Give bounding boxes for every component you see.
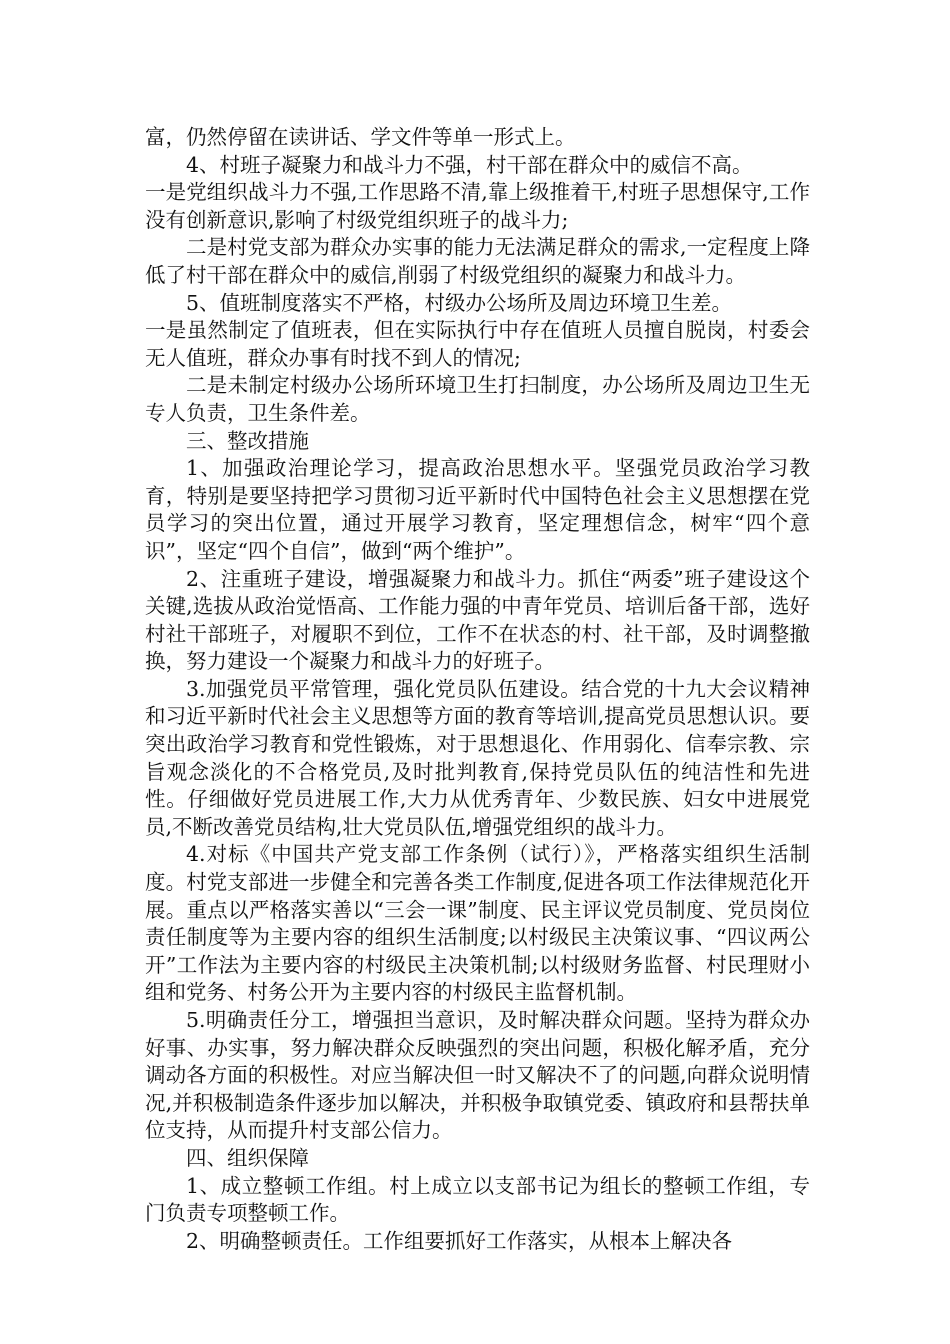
paragraph: 2、注重班子建设，增强凝聚力和战斗力。抓住“两委”班子建设这个关键,选拔从政治觉悟高、工作能力强的中青年党员、培训后备干部，选好村社干部班子，对履职不到位，工作不在状态的村、社干部，及时调整撤换，努力建设一个凝聚力和战斗力的好班子。 [145,566,810,674]
section-heading: 三、整改措施 [186,428,309,453]
paragraph: 富，仍然停留在读讲话、学文件等单一形式上。 [145,125,576,149]
paragraph: 4、村班子凝聚力和战斗力不强，村干部在群众中的威信不高。 [186,152,753,177]
paragraph: 二是村党支部为群众办实事的能力无法满足群众的需求,一定程度上降低了村干部在群众中的威信,削弱了村级党组织的凝聚力和战斗力。 [145,235,810,287]
paragraph: 二是未制定村级办公场所环境卫生打扫制度，办公场所及周边卫生无专人负责，卫生条件差。 [145,373,810,425]
paragraph: 一是虽然制定了值班表，但在实际执行中存在值班人员擅自脱岗，村委会无人值班，群众办事有时找不到人的情况; [145,318,810,370]
paragraph: 一是党组织战斗力不强,工作思路不清,靠上级推着干,村班子思想保守,工作没有创新意识,影响了村级党组织班子的战斗力; [145,180,810,232]
paragraph: 1、成立整顿工作组。村上成立以支部书记为组长的整顿工作组，专门负责专项整顿工作。 [145,1173,810,1226]
paragraph: 5、值班制度落实不严格，村级办公场所及周边环境卫生差。 [186,290,733,315]
paragraph: 3.加强党员平常管理，强化党员队伍建设。结合党的十九大会议精神和习近平新时代社会主义思想等方面的教育等培训,提高党员思想认识。要突出政治学习教育和党性锻炼，对于思想退化、作用弱化、信奉宗教、宗旨观念淡化的不合格党员,及时批判教育,保持党员队伍的纯洁性和先进性。仔细做好党员进展工作,大力从优秀青年、少数民族、妇女中进展党员,不断改善党员结构,壮大党员队伍,增强党组织的战斗力。 [145,676,810,839]
paragraph: 1、加强政治理论学习，提高政治思想水平。坚强党员政治学习教育，特别是要坚持把学习贯彻习近平新时代中国特色社会主义思想摆在党员学习的突出位置，通过开展学习教育，坚定理想信念，树牢“四个意识”，坚定“四个自信”，做到“两个维护”。 [145,456,810,563]
section-heading: 四、组织保障 [186,1145,309,1170]
paragraph: 5.明确责任分工，增强担当意识，及时解决群众问题。坚持为群众办好事、办实事，努力解决群众反映强烈的突出问题，积极化解矛盾，充分调动各方面的积极性。对应当解决但一时又解决不了的问题,向群众说明情况,并积极制造条件逐步加以解决，并积极争取镇党委、镇政府和县帮扶单位支持，从而提升村支部公信力。 [145,1008,810,1143]
paragraph: 2、明确整顿责任。工作组要抓好工作落实，从根本上解决各 [186,1228,733,1253]
paragraph: 4.对标《中国共产党支部工作条例（试行）》，严格落实组织生活制度。村党支部进一步健全和完善各类工作制度,促进各项工作法律规范化开展。重点以严格落实善以“三会一课”制度、民主评议党员制度、党员岗位责任制度等为主要内容的组织生活制度;以村级民主决策议事、“四议两公开”工作法为主要内容的村级民主决策机制;以村级财务监督、村民理财小组和党务、村务公开为主要内容的村级民主监督机制。 [145,842,810,1005]
document-body [145,124,810,1255]
